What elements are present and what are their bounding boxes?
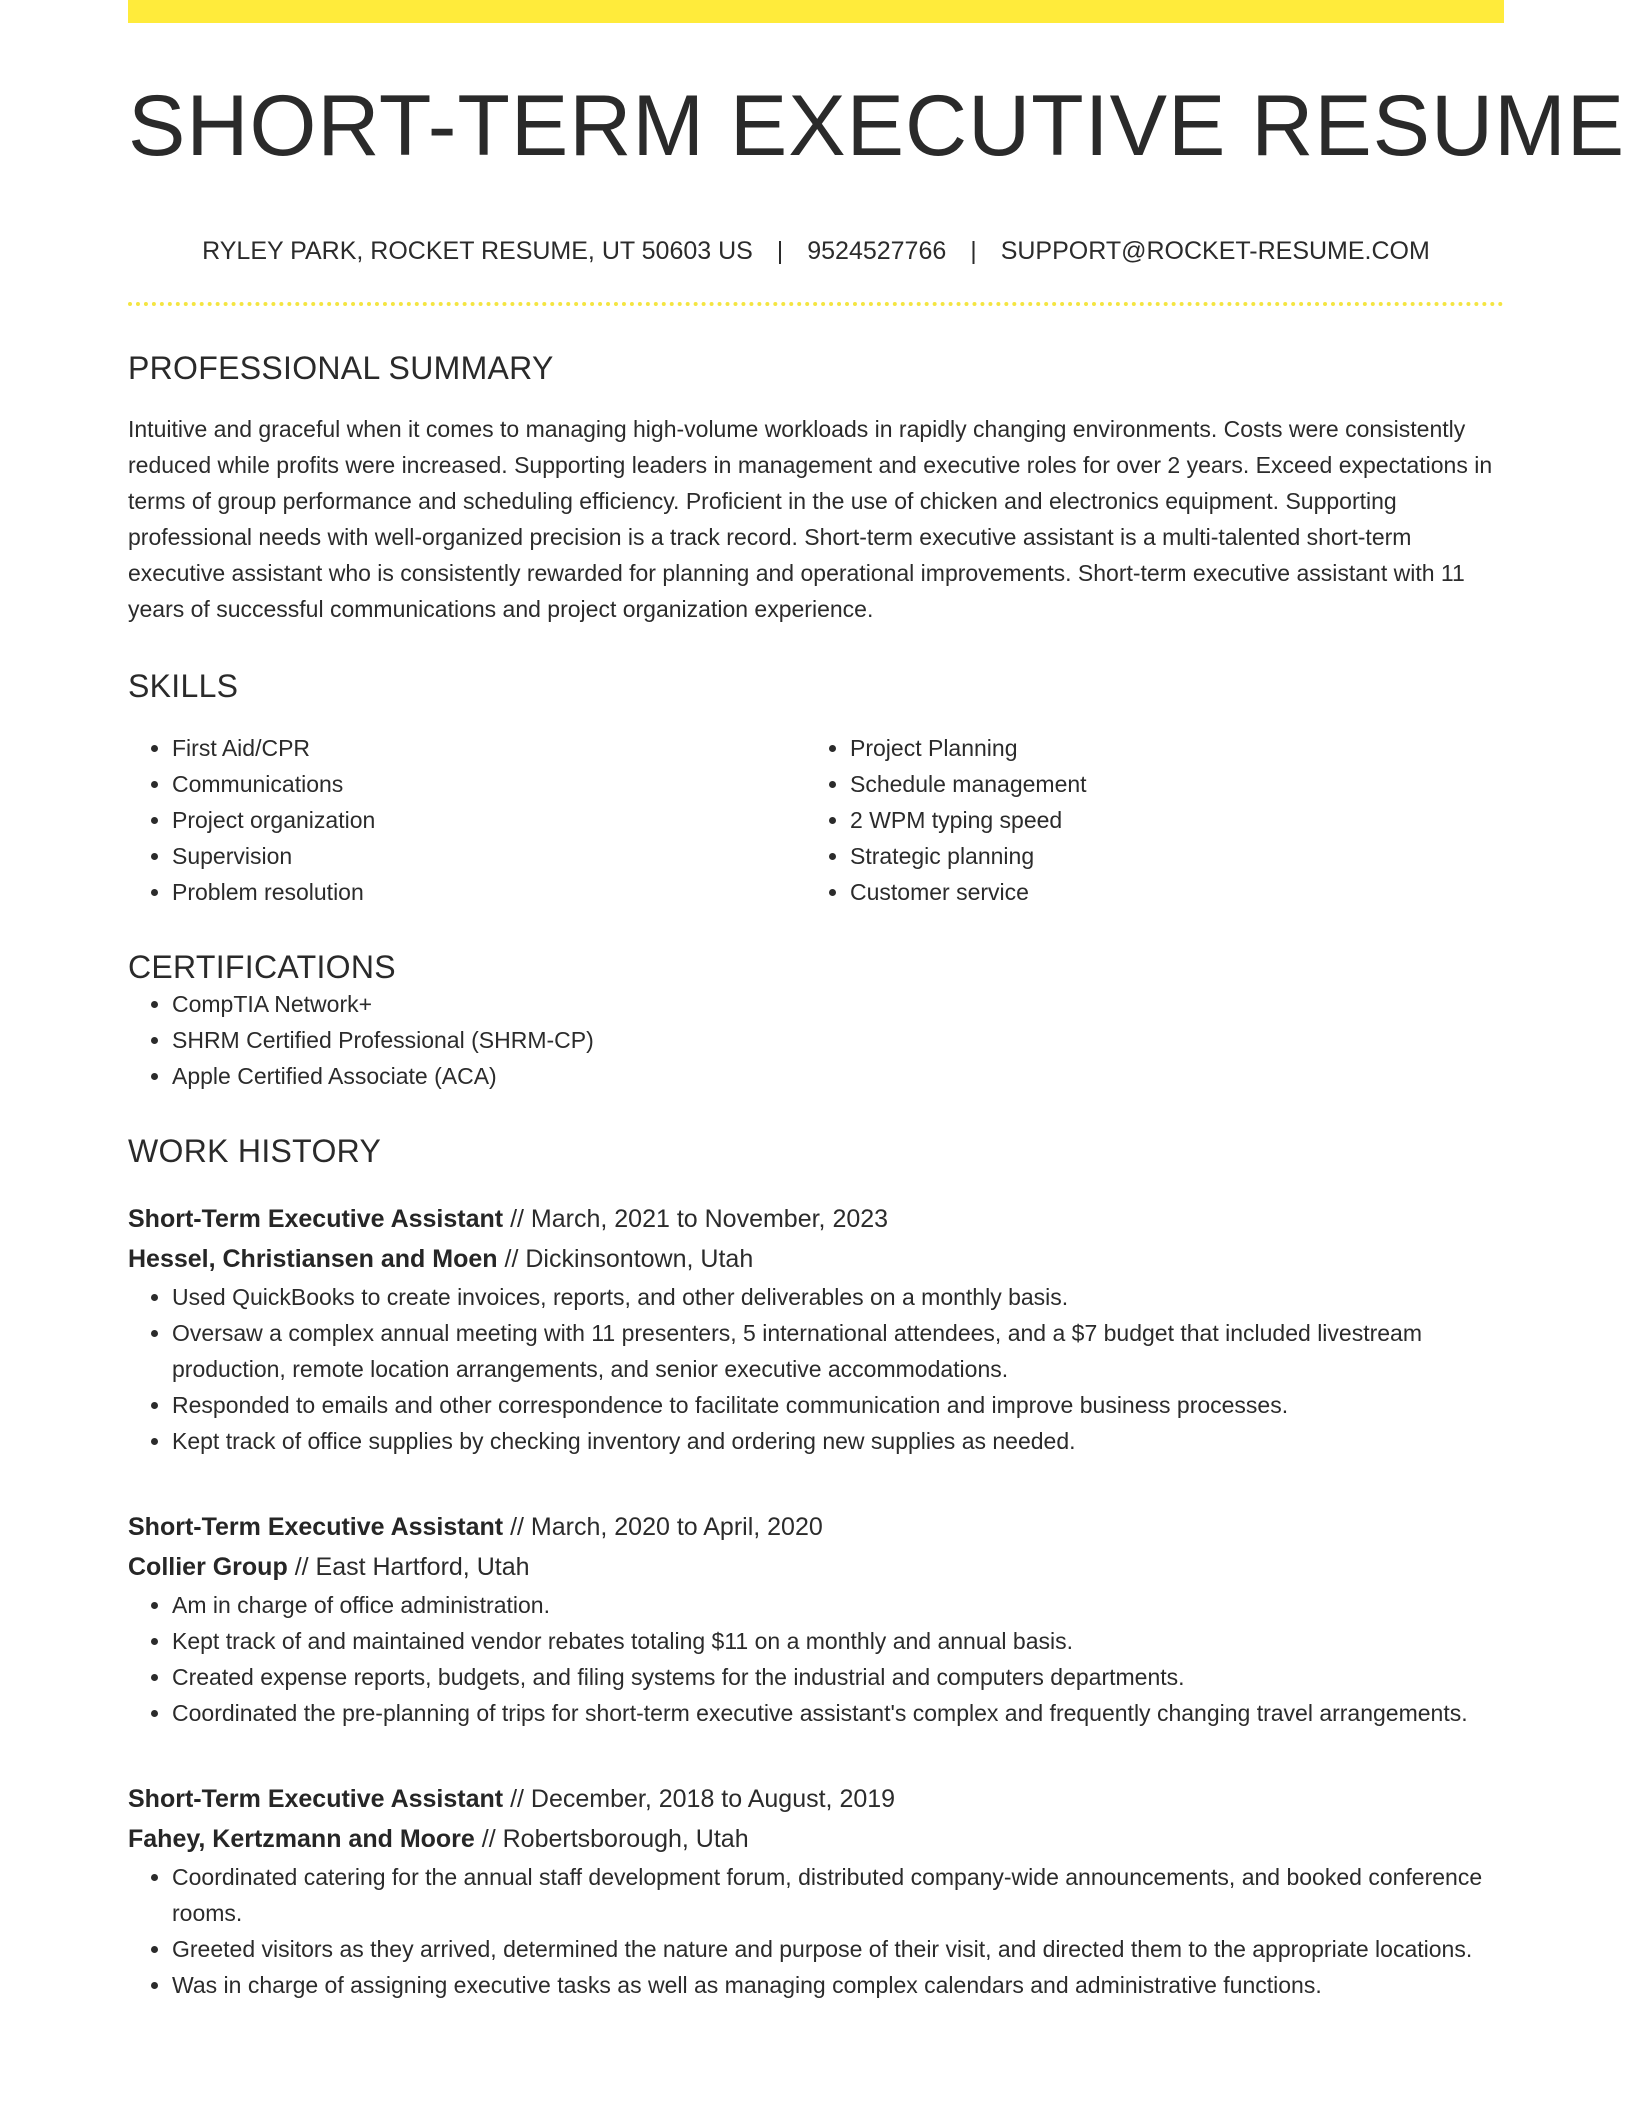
skill-item: • Schedule management (850, 766, 1484, 802)
certifications-list (128, 986, 1504, 1094)
certification-item: • Apple Certified Associate (ACA) (172, 1058, 1504, 1094)
skills-grid (128, 730, 1504, 910)
summary-heading: PROFESSIONAL SUMMARY (128, 350, 554, 386)
dotted-divider (128, 302, 1504, 306)
job-location: // Robertsborough, Utah (481, 1824, 749, 1853)
skill-item: • Supervision (172, 838, 806, 874)
skill-item: • 2 WPM typing speed (850, 802, 1484, 838)
job-entry (128, 1779, 1504, 2003)
skill-item: • Strategic planning (850, 838, 1484, 874)
certification-item: • CompTIA Network+ (172, 986, 1504, 1022)
contact-separator: | (970, 237, 977, 265)
job-title-line (128, 1507, 1504, 1547)
accent-bar (128, 0, 1504, 23)
certifications-heading: CERTIFICATIONS (128, 948, 396, 985)
job-company-line (128, 1239, 1504, 1279)
skills-list-right (806, 730, 1484, 910)
job-company-line (128, 1819, 1504, 1859)
contact-address: RYLEY PARK, ROCKET RESUME, UT 50603 US (202, 237, 753, 265)
job-location: // East Hartford, Utah (294, 1552, 530, 1581)
skills-column-left (128, 730, 806, 910)
job-bullet: • Was in charge of assigning executive tasks as well as managing complex calendars and administrative functions. (172, 1967, 1504, 2003)
job-company: Hessel, Christiansen and Moen (128, 1244, 498, 1273)
skills-column-right (806, 730, 1484, 910)
job-bullet: • Responded to emails and other correspondence to facilitate communication and improve business processes. (172, 1387, 1504, 1423)
contact-email: SUPPORT@ROCKET-RESUME.COM (1000, 237, 1430, 265)
skill-item: • Communications (172, 766, 806, 802)
skill-item: • Project organization (172, 802, 806, 838)
job-title: Short-Term Executive Assistant (128, 1784, 504, 1813)
job-title: Short-Term Executive Assistant (128, 1204, 504, 1233)
job-bullet: • Used QuickBooks to create invoices, reports, and other deliverables on a monthly basis. (172, 1279, 1504, 1315)
skill-item: • First Aid/CPR (172, 730, 806, 766)
job-bullets (128, 1859, 1504, 2003)
job-entry (128, 1507, 1504, 1731)
skills-heading: SKILLS (128, 668, 239, 705)
job-bullet: • Coordinated catering for the annual staff development forum, distributed company-wide announcements, and booked conference rooms. (172, 1859, 1504, 1931)
certification-item: • SHRM Certified Professional (SHRM-CP) (172, 1022, 1504, 1058)
resume-content (128, 23, 1626, 2003)
skill-item: • Problem resolution (172, 874, 806, 910)
summary-text: Intuitive and graceful when it comes to managing high-volume workloads in rapidly changing environments. Costs were consistently reduced while profits were increased. Supporting leaders in management and executive roles for over 2 years. Exceed expectations in terms of group performance and scheduling efficiency. Proficient in the use of chicken and electronics equipment. Supporting professional needs with well-organized precision is a track record. Short-term executive assistant is a multi-talented short-term executive assistant who is consistently rewarded for planning and operational improvements. Short-term executive assistant with 11 years of successful communications and project organization experience. (128, 416, 1493, 623)
job-location: // Dickinsontown, Utah (504, 1244, 754, 1273)
skill-item: • Customer service (850, 874, 1484, 910)
job-bullets (128, 1587, 1504, 1731)
job-bullet: • Oversaw a complex annual meeting with 11 presenters, 5 international attendees, and a $7 budget that included livestream production, remote location arrangements, and senior executive accommodations. (172, 1315, 1504, 1387)
work-history-heading: WORK HISTORY (128, 1133, 382, 1170)
job-bullet: • Kept track of office supplies by checking inventory and ordering new supplies as needed. (172, 1423, 1504, 1459)
job-title-line (128, 1779, 1504, 1819)
contact-phone: 9524527766 (807, 237, 947, 265)
job-dates: // December, 2018 to August, 2019 (510, 1784, 896, 1813)
job-company: Collier Group (128, 1552, 288, 1581)
job-bullet: • Greeted visitors as they arrived, determined the nature and purpose of their visit, and directed them to the appropriate locations. (172, 1931, 1504, 1967)
job-bullet: • Am in charge of office administration. (172, 1587, 1504, 1623)
skills-list-left (128, 730, 806, 910)
job-bullet: • Created expense reports, budgets, and filing systems for the industrial and computers departments. (172, 1659, 1504, 1695)
job-bullets (128, 1279, 1504, 1459)
job-dates: // March, 2021 to November, 2023 (510, 1204, 889, 1233)
job-bullet: • Coordinated the pre-planning of trips for short-term executive assistant's complex and frequently changing travel arrangements. (172, 1695, 1504, 1731)
job-dates: // March, 2020 to April, 2020 (510, 1512, 823, 1541)
job-company-line (128, 1547, 1504, 1587)
skill-item: • Project Planning (850, 730, 1484, 766)
contact-line (128, 236, 1504, 266)
contact-separator: | (776, 237, 784, 265)
job-entry (128, 1199, 1504, 1459)
job-title-line (128, 1199, 1504, 1239)
job-company: Fahey, Kertzmann and Moore (128, 1824, 475, 1853)
job-title: Short-Term Executive Assistant (128, 1512, 504, 1541)
job-bullet: • Kept track of and maintained vendor rebates totaling $11 on a monthly and annual basis. (172, 1623, 1504, 1659)
resume-title: SHORT-TERM EXECUTIVE RESUME (128, 78, 1626, 174)
